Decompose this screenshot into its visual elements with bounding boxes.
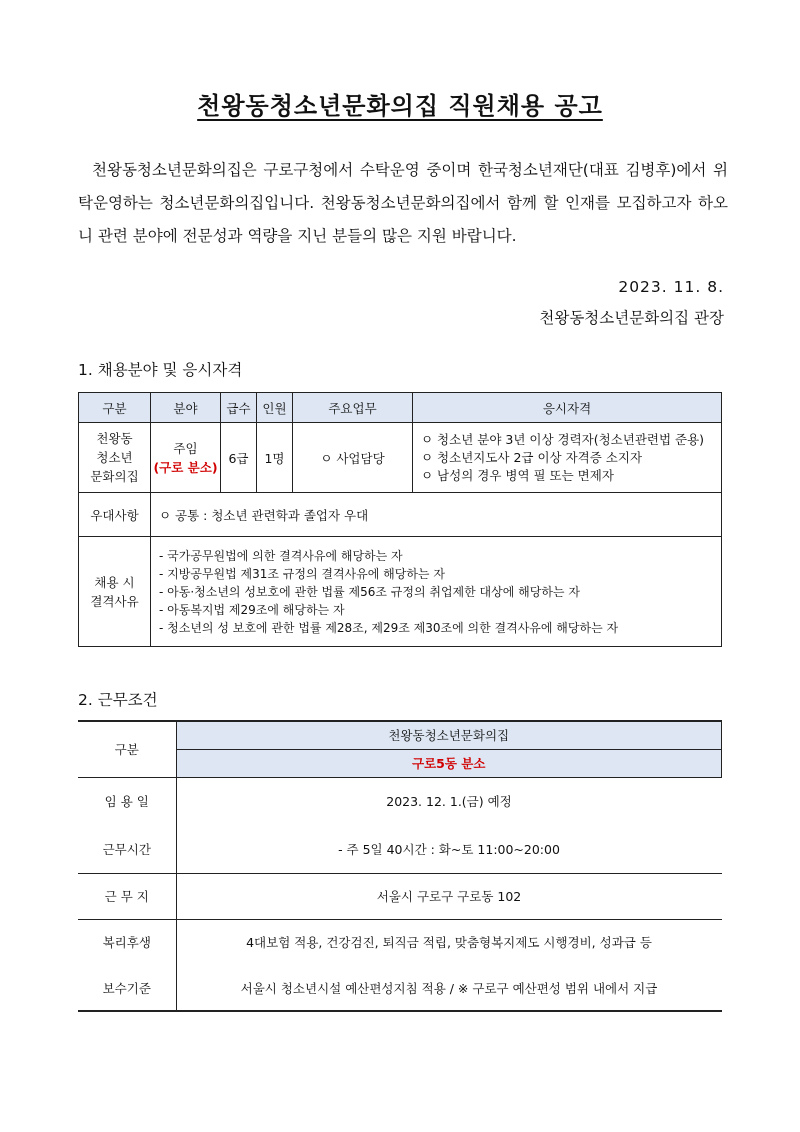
conditions-header-label: 구분	[78, 721, 176, 777]
issuer: 천왕동청소년문화의집 관장	[539, 309, 724, 327]
condition-value: 서울시 청소년시설 예산편성지침 적용 / ※ 구로구 예산편성 범위 내에서 지급	[176, 965, 722, 1011]
category-line: 천왕동	[96, 431, 133, 446]
recruitment-row	[79, 423, 722, 493]
conditions-row	[78, 873, 722, 919]
disqualification-label	[79, 537, 151, 647]
qualification-cell	[413, 423, 722, 493]
disqualification-label-line: 채용 시	[94, 574, 135, 590]
intro-paragraph: 천왕동청소년문화의집은 구로구청에서 수탁운영 중이며 한국청소년재단(대표 김병후)에서 위탁운영하는 청소년문화의집입니다. 천왕동청소년문화의집에서 함께 할 인재를 모집하고자 하오니 관련 분야에 전문성과 역량을 지닌 분들의 많은 지원 바랍니다.	[78, 161, 728, 245]
disqualification-list	[151, 537, 722, 647]
conditions-row	[78, 965, 722, 1011]
header-grade: 급수	[221, 393, 257, 423]
section-heading-recruitment: 1. 채용분야 및 응시자격	[78, 361, 243, 379]
duty-cell: ㅇ 사업담당	[293, 423, 413, 493]
category-line: 청소년	[96, 450, 133, 465]
condition-label: 임 용 일	[78, 777, 176, 825]
grade-cell: 6급	[221, 423, 257, 493]
conditions-row	[78, 825, 722, 873]
conditions-header-branch: 구로5동 분소	[176, 749, 722, 777]
category-cell	[79, 423, 151, 493]
disqualification-label-line: 결격사유	[90, 593, 139, 609]
announcement-date: 2023. 11. 8.	[618, 278, 724, 296]
conditions-table	[78, 720, 722, 1012]
condition-label: 근 무 지	[78, 873, 176, 919]
conditions-header-org: 천왕동청소년문화의집	[176, 721, 722, 749]
condition-value: 4대보험 적용, 건강검진, 퇴직금 적립, 맞춤형복지제도 시행경비, 성과급 등	[176, 919, 722, 965]
preference-label: 우대사항	[79, 493, 151, 537]
recruitment-header-row	[79, 393, 722, 423]
header-count: 인원	[257, 393, 293, 423]
conditions-row	[78, 919, 722, 965]
header-duty: 주요업무	[293, 393, 413, 423]
disqualification-item: - 국가공무원법에 의한 결격사유에 해당하는 자	[159, 548, 403, 563]
field-value: 주임	[173, 440, 198, 456]
qualification-item: ㅇ 남성의 경우 병역 필 또는 면제자	[421, 467, 614, 483]
preference-value: ㅇ 공통 : 청소년 관련학과 졸업자 우대	[151, 493, 722, 537]
disqualification-item: - 청소년의 성 보호에 관한 법률 제28조, 제29조 제30조에 의한 결격사유에 해당하는 자	[159, 620, 619, 635]
field-note: (구로 분소)	[153, 459, 218, 475]
header-qualification: 응시자격	[413, 393, 722, 423]
condition-value: 서울시 구로구 구로동 102	[176, 873, 722, 919]
section-heading-conditions: 2. 근무조건	[78, 691, 158, 709]
preference-row	[79, 493, 722, 537]
conditions-header-row	[78, 721, 722, 749]
qualification-item: ㅇ 청소년 분야 3년 이상 경력자(청소년관련법 준용)	[421, 431, 705, 447]
page-title: 천왕동청소년문화의집 직원채용 공고	[197, 92, 603, 120]
condition-label: 근무시간	[78, 825, 176, 873]
condition-value: - 주 5일 40시간 : 화~토 11:00~20:00	[176, 825, 722, 873]
condition-value: 2023. 12. 1.(금) 예정	[176, 777, 722, 825]
field-cell	[151, 423, 221, 493]
header-category: 구분	[79, 393, 151, 423]
conditions-row	[78, 777, 722, 825]
category-line: 문화의집	[90, 469, 139, 484]
condition-label: 보수기준	[78, 965, 176, 1011]
qualification-item: ㅇ 청소년지도사 2급 이상 자격증 소지자	[421, 449, 643, 465]
disqualification-item: - 아동·청소년의 성보호에 관한 법률 제56조 규정의 취업제한 대상에 해당하는 자	[159, 584, 580, 599]
condition-label: 복리후생	[78, 919, 176, 965]
disqualification-item: - 지방공무원법 제31조 규정의 결격사유에 해당하는 자	[159, 566, 445, 581]
disqualification-item: - 아동복지법 제29조에 해당하는 자	[159, 602, 345, 617]
header-field: 분야	[151, 393, 221, 423]
recruitment-table	[78, 392, 722, 647]
disqualification-row	[79, 537, 722, 647]
count-cell: 1명	[257, 423, 293, 493]
